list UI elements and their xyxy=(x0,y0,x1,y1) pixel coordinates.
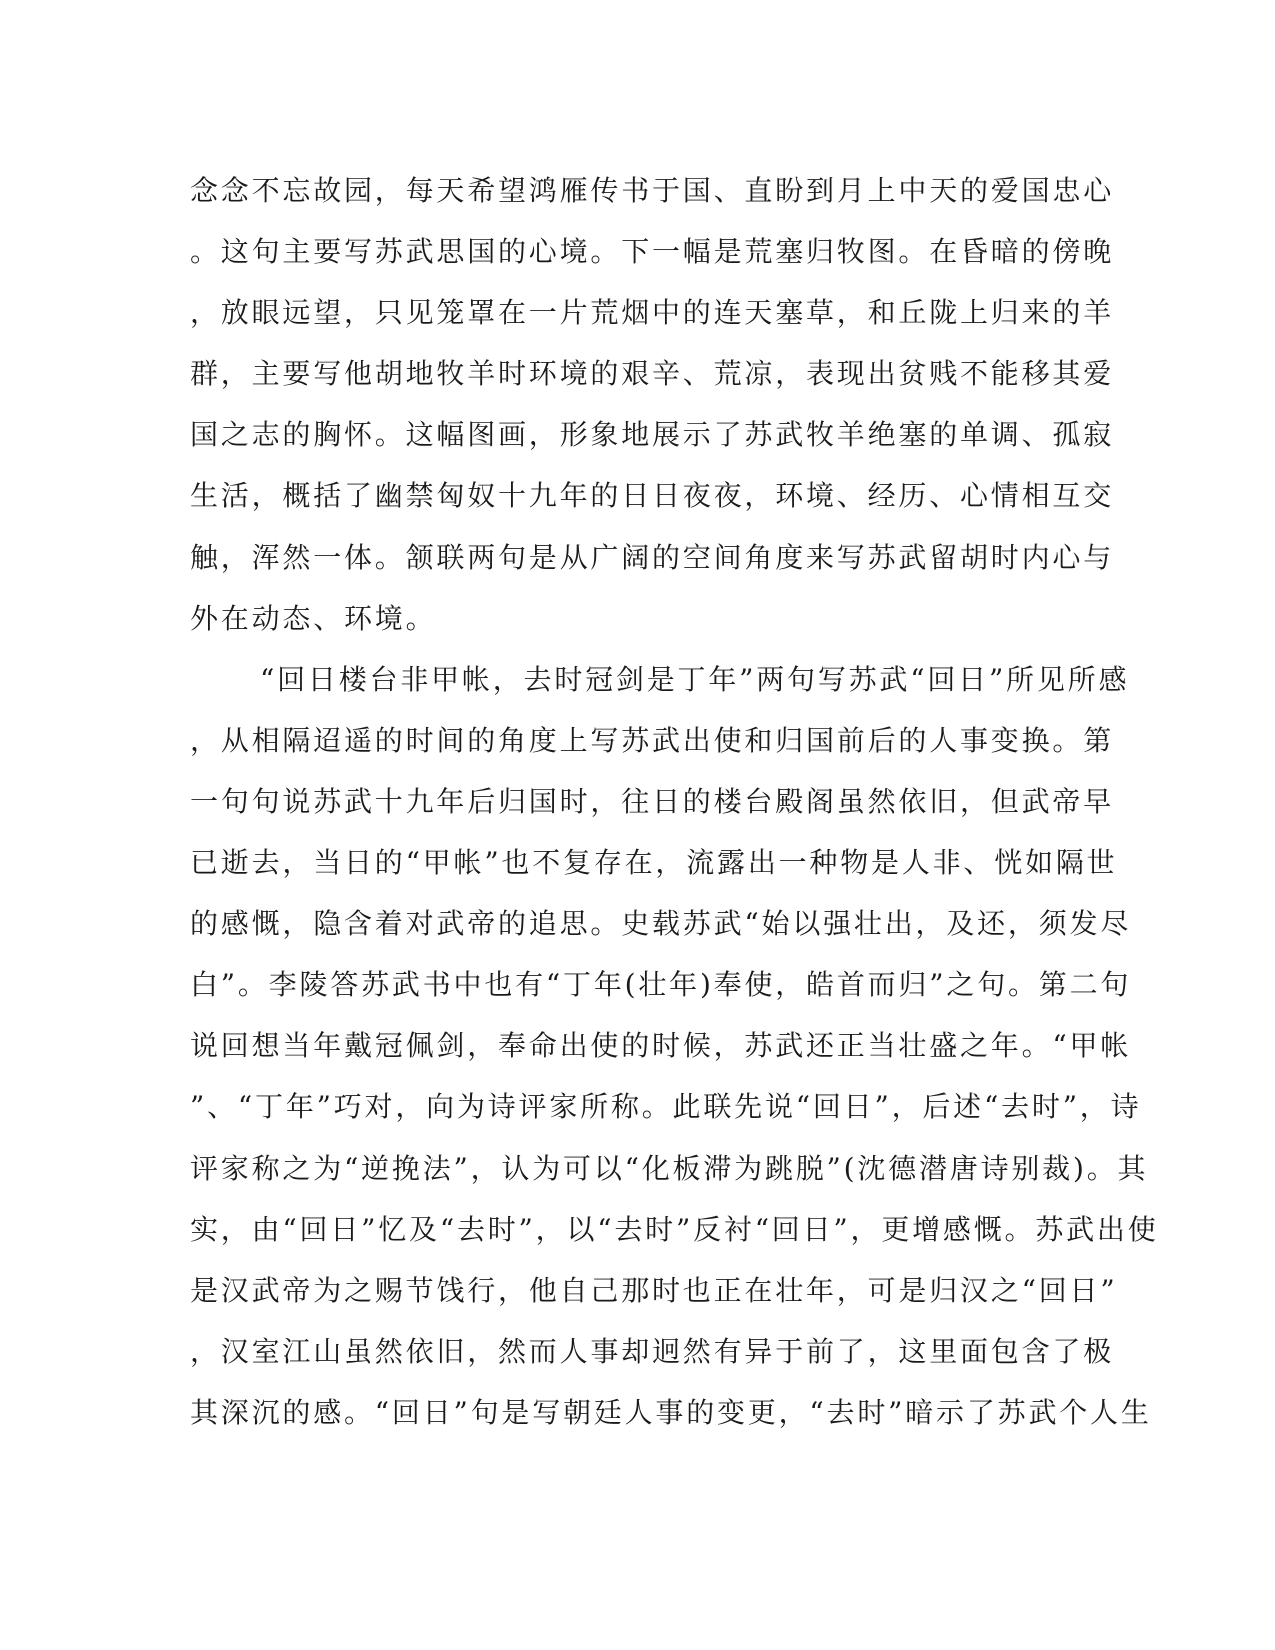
body-text xyxy=(190,160,1159,1443)
text-line: 其深沉的感。“回日”句是写朝廷人事的变更，“去时”暗示了苏武个人生 xyxy=(190,1395,1152,1429)
text-line: ，汉室江山虽然依旧，然而人事却迥然有异于前了，这里面包含了极 xyxy=(190,1334,1115,1368)
text-line: 白”。李陵答苏武书中也有“丁年(壮年)奉使，皓首而归”之句。第二句 xyxy=(190,968,1132,1002)
text-line: ，放眼远望，只见笼罩在一片荒烟中的连天塞草，和丘陇上归来的羊 xyxy=(190,296,1115,330)
text-line: 说回想当年戴冠佩剑，奉命出使的时候，苏武还正当壮盛之年。“甲帐 xyxy=(190,1029,1132,1063)
text-line: 的感慨，隐含着对武帝的追思。史载苏武“始以强壮出，及还，须发尽 xyxy=(190,907,1132,941)
text-line: 。这句主要写苏武思国的心境。下一幅是荒塞归牧图。在昏暗的傍晚 xyxy=(190,235,1115,269)
text-line: 一句句说苏武十九年后归国时，往日的楼台殿阁虽然依旧，但武帝早 xyxy=(190,784,1115,818)
text-line: 触，浑然一体。颔联两句是从广阔的空间角度来写苏武留胡时内心与 xyxy=(190,540,1115,574)
text-line: 是汉武帝为之赐节饯行，他自己那时也正在壮年，可是归汉之“回日” xyxy=(190,1273,1118,1307)
paragraph-start-line: “回日楼台非甲帐，去时冠剑是丁年”两句写苏武“回日”所见所感 xyxy=(260,662,1130,696)
text-line: 念念不忘故园，每天希望鸿雁传书于国、直盼到月上中天的爱国忠心 xyxy=(190,174,1115,207)
text-line: 评家称之为“逆挽法”，认为可以“化板滞为跳脱”(沈德潜唐诗别裁)。其 xyxy=(190,1151,1149,1185)
text-line: ，从相隔迢遥的时间的角度上写苏武出使和归国前后的人事变换。第 xyxy=(190,723,1115,757)
text-line: 群，主要写他胡地牧羊时环境的艰辛、荒凉，表现出贫贱不能移其爱 xyxy=(190,357,1115,391)
text-line: 国之志的胸怀。这幅图画，形象地展示了苏武牧羊绝塞的单调、孤寂 xyxy=(190,418,1115,452)
text-line: ”、“丁年”巧对，向为诗评家所称。此联先说“回日”，后述“去时”，诗 xyxy=(190,1090,1142,1124)
text-line: 实，由“回日”忆及“去时”，以“去时”反衬“回日”，更增感慨。苏武出使 xyxy=(190,1212,1159,1246)
text-line: 外在动态、环境。 xyxy=(190,601,437,635)
text-line: 已逝去，当日的“甲帐”也不复存在，流露出一种物是人非、恍如隔世 xyxy=(190,846,1118,880)
text-line: 生活，概括了幽禁匈奴十九年的日日夜夜，环境、经历、心情相互交 xyxy=(190,479,1115,513)
